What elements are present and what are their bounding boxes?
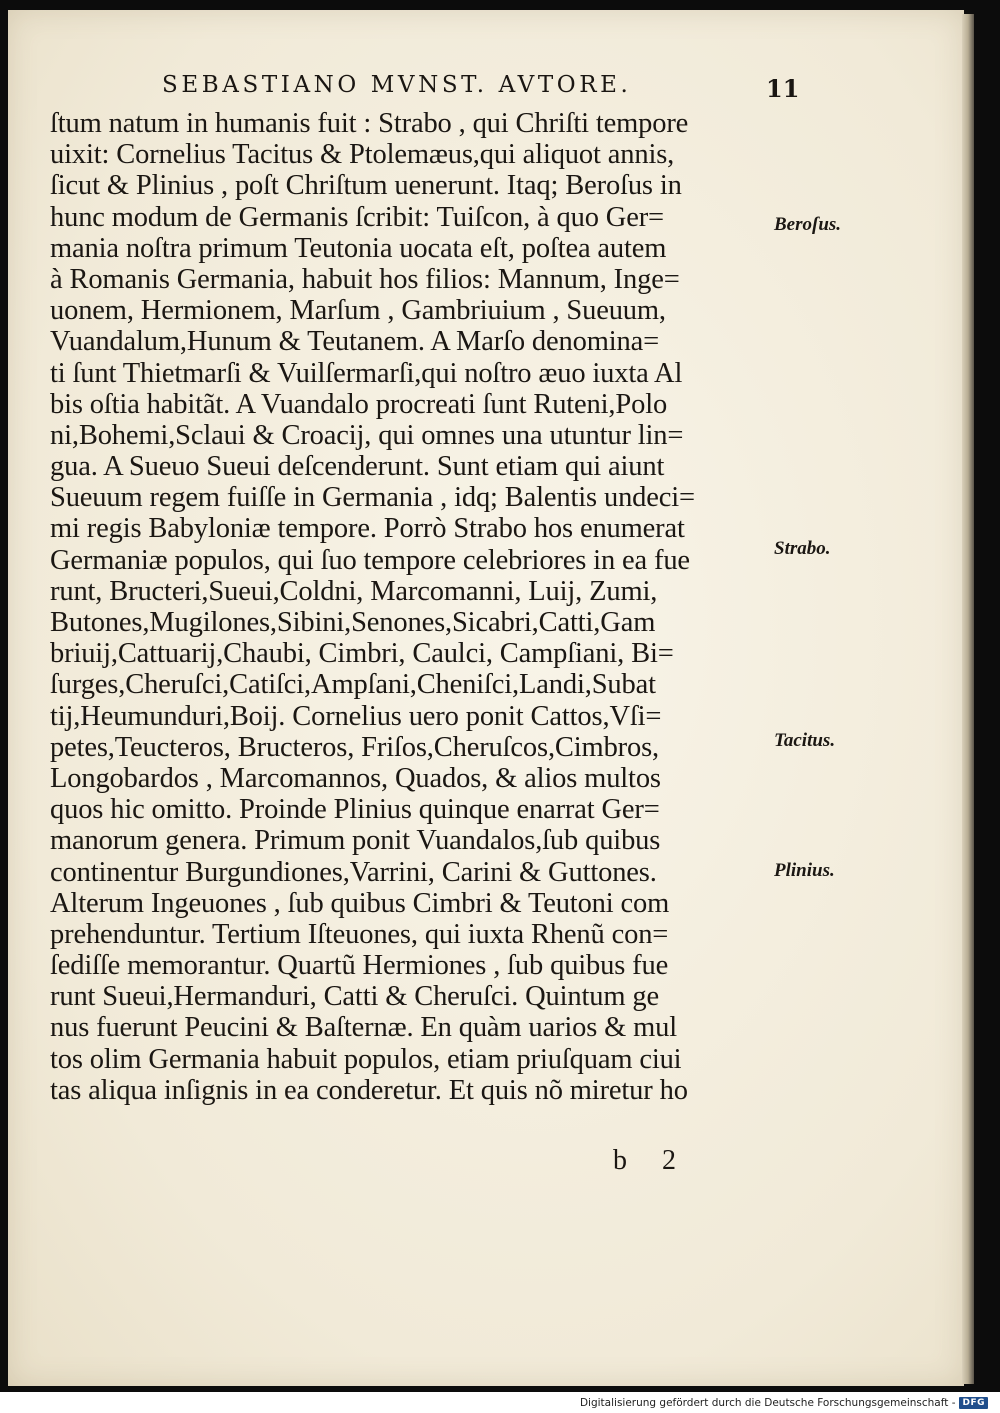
text-line: ſicut & Plinius , poſt Chriſtum uenerunt. Itaq; Beroſus in <box>50 170 682 202</box>
text-line: continentur Burgundiones,Varrini, Carini & Guttones. <box>50 856 657 888</box>
text-line: ſurges,Cheruſci,Catiſci,Ampſani,Cheniſci,Landi,Subat <box>50 669 656 701</box>
text-line: Longobardos , Marcomannos, Quados, & alios multos <box>50 762 661 794</box>
marginal-note-strabo: Strabo. <box>774 538 831 559</box>
marginal-note-tacitus: Tacitus. <box>774 730 836 751</box>
text-line: ſtum natum in humanis fuit : Strabo , qui Chriſti tempore <box>50 108 689 139</box>
text-line: hunc modum de Germanis ſcribit: Tuiſcon, à quo Ger= <box>50 201 664 233</box>
text-line: gua. A Sueuo Sueui deſcenderunt. Sunt etiam qui aiunt <box>50 451 665 483</box>
text-line: uonem, Hermionem, Marſum , Gambriuium , Sueuum, <box>50 295 666 327</box>
text-line: bis oſtia habitãt. A Vuandalo procreati ſunt Ruteni,Polo <box>50 388 668 420</box>
text-line: Germaniæ populos, qui ſuo tempore celebriores in ea fue <box>50 544 690 576</box>
text-line: prehenduntur. Tertium Iſteuones, qui iuxta Rhenũ con= <box>50 918 669 950</box>
text-line: à Romanis Germania, habuit hos filios: Mannum, Inge= <box>50 263 680 295</box>
page-edge <box>962 14 974 1384</box>
marginal-note-berosus: Beroſus. <box>774 214 842 235</box>
text-line: manorum genera. Primum ponit Vuandalos,ſub quibus <box>50 825 661 857</box>
main-text-block <box>50 108 770 1106</box>
text-line: mania noſtra primum Teutonia uocata eſt, poſtea autem <box>50 232 667 264</box>
text-line: tos olim Germania habuit populos, etiam priuſquam ciui <box>50 1043 682 1075</box>
marginal-note-plinius: Plinius. <box>774 860 835 881</box>
text-line: runt Sueui,Hermanduri, Catti & Cheruſci. Quintum ge <box>50 981 659 1013</box>
text-line: Sueuum regem fuiſſe in Germania , idq; Balentis undeci= <box>50 482 695 514</box>
text-line: Vuandalum,Hunum & Teutanem. A Marſo denomina= <box>50 326 660 358</box>
dfg-logo-icon: DFG <box>959 1397 988 1409</box>
text-line: Alterum Ingeuones , ſub quibus Cimbri & Teutoni com <box>50 887 670 919</box>
text-line: ni,Bohemi,Sclaui & Croacij, qui omnes una utuntur lin= <box>50 419 684 451</box>
text-line: tas aliqua inſignis in ea conderetur. Et quis nõ miretur ho <box>50 1074 688 1106</box>
text-line: uixit: Cornelius Tacitus & Ptolemæus,qui aliquot annis, <box>50 139 675 171</box>
text-line: quos hic omitto. Proinde Plinius quinque enarrat Ger= <box>50 794 660 826</box>
footer-credit-text: Digitalisierung gefördert durch die Deutsche Forschungsgemeinschaft - <box>579 1397 956 1409</box>
text-line: tij,Heumunduri,Boij. Cornelius uero ponit Cattos,Vſi= <box>50 700 662 732</box>
text-line: runt, Bructeri,Sueui,Coldni, Marcomanni, Luij, Zumi, <box>50 575 658 607</box>
text-line: petes,Teucteros, Bructeros, Friſos,Cheruſcos,Cimbros, <box>50 731 660 763</box>
text-line: Butones,Mugilones,Sibini,Senones,Sicabri,Catti,Gam <box>50 607 656 638</box>
folio-number: 11 <box>766 74 800 103</box>
text-line: nus fuerunt Peucini & Baſternæ. En quàm uarios & mul <box>50 1012 678 1044</box>
text-line: ti ſunt Thietmarſi & Vuilſermarſi,qui noſtro æuo iuxta Al <box>50 357 683 389</box>
text-line: briuij,Cattuarij,Chaubi, Cimbri, Caulci, Campſiani, Bi= <box>50 638 674 670</box>
footer-credit <box>580 1395 988 1411</box>
signature-mark: b 2 <box>613 1145 690 1176</box>
text-line: mi regis Babyloniæ tempore. Porrò Strabo hos enumerat <box>50 513 685 545</box>
text-line: ſediſſe memorantur. Quartũ Hermiones , ſub quibus fue <box>50 950 669 982</box>
running-head: SEBASTIANO MVNST. AVTORE. <box>162 72 632 98</box>
